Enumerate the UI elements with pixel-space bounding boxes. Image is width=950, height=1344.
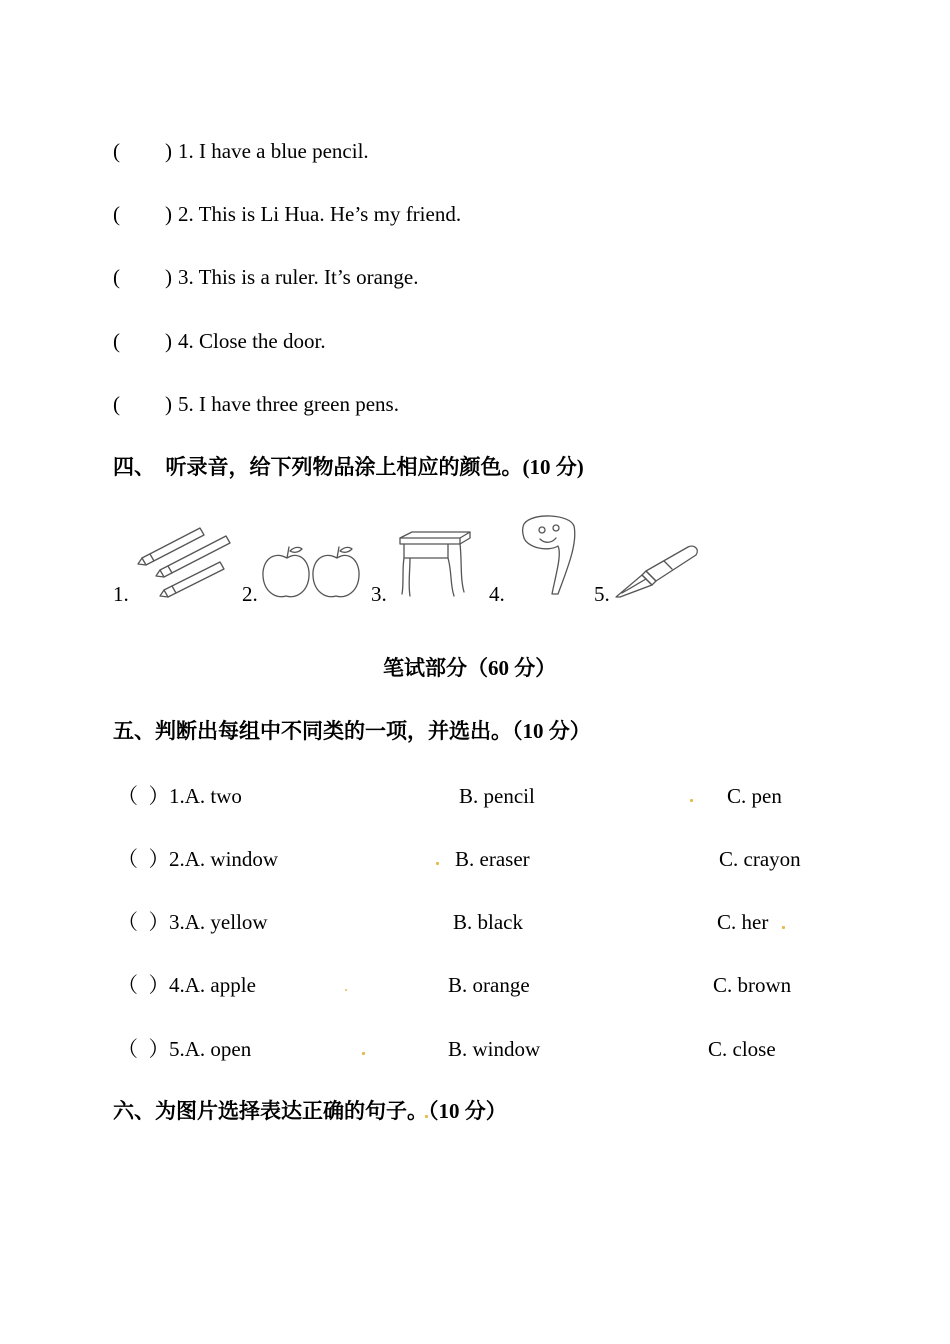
answer-paren[interactable]: （ ） [117,910,170,934]
decorative-dot [782,926,785,929]
section-4-title: 四、 听录音，给下列物品涂上相应的颜色。(10 分) [113,455,584,479]
ruler-icon[interactable] [518,514,580,600]
item-text: 4. Close the door. [178,329,326,353]
option-c: C. crayon [719,847,801,871]
answer-paren[interactable]: （ ） [117,784,170,808]
picture-label: 5. [594,582,610,606]
written-part-title: 笔试部分（60 分） [383,656,557,680]
decorative-dot [362,1052,365,1055]
apples-icon[interactable] [262,544,362,600]
option-a: 3.A. yellow [169,910,268,934]
decorative-dot [690,799,693,802]
answer-paren-close: ) [165,202,172,226]
answer-paren-open[interactable]: ( [113,139,120,163]
picture-label: 1. [113,582,129,606]
answer-paren-close: ) [165,139,172,163]
section-5-title: 五、判断出每组中不同类的一项，并选出。（10 分） [113,719,591,743]
answer-paren-open[interactable]: ( [113,202,120,226]
answer-paren-open[interactable]: ( [113,265,120,289]
option-b: B. eraser [455,847,530,871]
pen-icon[interactable] [612,543,702,601]
picture-label: 2. [242,582,258,606]
section-6-title: 六、为图片选择表达正确的句子。（10 分） [113,1099,507,1123]
option-c: C. her [717,910,769,934]
item-text: 2. This is Li Hua. He’s my friend. [178,202,462,226]
option-a: 2.A. window [169,847,279,871]
answer-paren[interactable]: （ ） [117,1037,170,1061]
option-a: 5.A. open [169,1037,252,1061]
option-a: 4.A. apple [169,973,256,997]
answer-paren-close: ) [165,329,172,353]
answer-paren-open[interactable]: ( [113,392,120,416]
answer-paren[interactable]: （ ） [117,973,170,997]
option-b: B. pencil [459,784,535,808]
option-c: C. close [708,1037,776,1061]
answer-paren-open[interactable]: ( [113,329,120,353]
picture-label: 3. [371,582,387,606]
item-text: 5. I have three green pens. [178,392,399,416]
pencils-icon[interactable] [138,524,234,600]
answer-paren[interactable]: （ ） [117,847,170,871]
option-a: 1.A. two [169,784,242,808]
decorative-dot [345,989,347,991]
decorative-dot [436,862,439,865]
option-b: B. window [448,1037,541,1061]
answer-paren-close: ) [165,392,172,416]
answer-paren-close: ) [165,265,172,289]
option-c: C. pen [727,784,782,808]
item-text: 3. This is a ruler. It’s orange. [178,265,419,289]
desk-icon[interactable] [398,530,472,598]
option-b: B. orange [448,973,530,997]
picture-label: 4. [489,582,505,606]
option-b: B. black [453,910,523,934]
option-c: C. brown [713,973,792,997]
item-text: 1. I have a blue pencil. [178,139,369,163]
